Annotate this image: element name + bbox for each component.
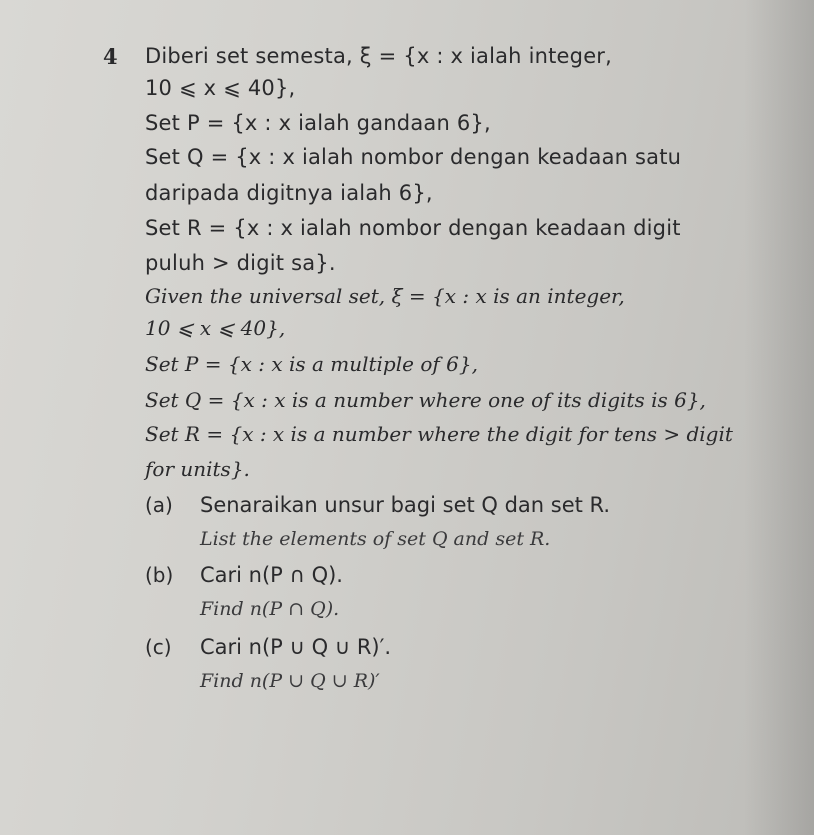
english-line-2: 10 ⩽ x ⩽ 40}, — [145, 316, 286, 340]
english-line-5: Set R = {x : x is a number where the digit for tens > digit — [145, 422, 733, 446]
part-b-malay: Cari n(P ∩ Q). — [200, 563, 343, 587]
malay-line-2: 10 ⩽ x ⩽ 40}, — [145, 76, 296, 100]
part-c-malay: Cari n(P ∪ Q ∪ R)′. — [200, 635, 392, 659]
page-shadow — [744, 0, 814, 835]
part-c-label: (c) — [145, 635, 172, 659]
part-a-label: (a) — [145, 493, 173, 517]
english-line-6: for units}. — [145, 457, 250, 481]
malay-line-4: Set Q = {x : x ialah nombor dengan keadaan satu — [145, 145, 682, 169]
malay-line-3: Set P = {x : x ialah gandaan 6}, — [145, 111, 491, 135]
english-line-3: Set P = {x : x is a multiple of 6}, — [145, 352, 478, 376]
question-number: 4 — [103, 44, 118, 69]
part-a-english: List the elements of set Q and set R. — [200, 528, 551, 550]
english-line-4: Set Q = {x : x is a number where one of its digits is 6}, — [145, 388, 706, 412]
part-a-malay: Senaraikan unsur bagi set Q dan set R. — [200, 493, 611, 517]
part-b-english: Find n(P ∩ Q). — [200, 598, 340, 620]
malay-line-7: puluh > digit sa}. — [145, 251, 336, 275]
malay-line-1: Diberi set semesta, ξ = {x : x ialah integer, — [145, 44, 613, 68]
part-b-label: (b) — [145, 563, 174, 587]
part-c-english: Find n(P ∪ Q ∪ R)′ — [200, 670, 380, 692]
english-line-1: Given the universal set, ξ = {x : x is an integer, — [145, 284, 625, 308]
malay-line-6: Set R = {x : x ialah nombor dengan keadaan digit — [145, 216, 681, 240]
malay-line-5: daripada digitnya ialah 6}, — [145, 181, 433, 205]
